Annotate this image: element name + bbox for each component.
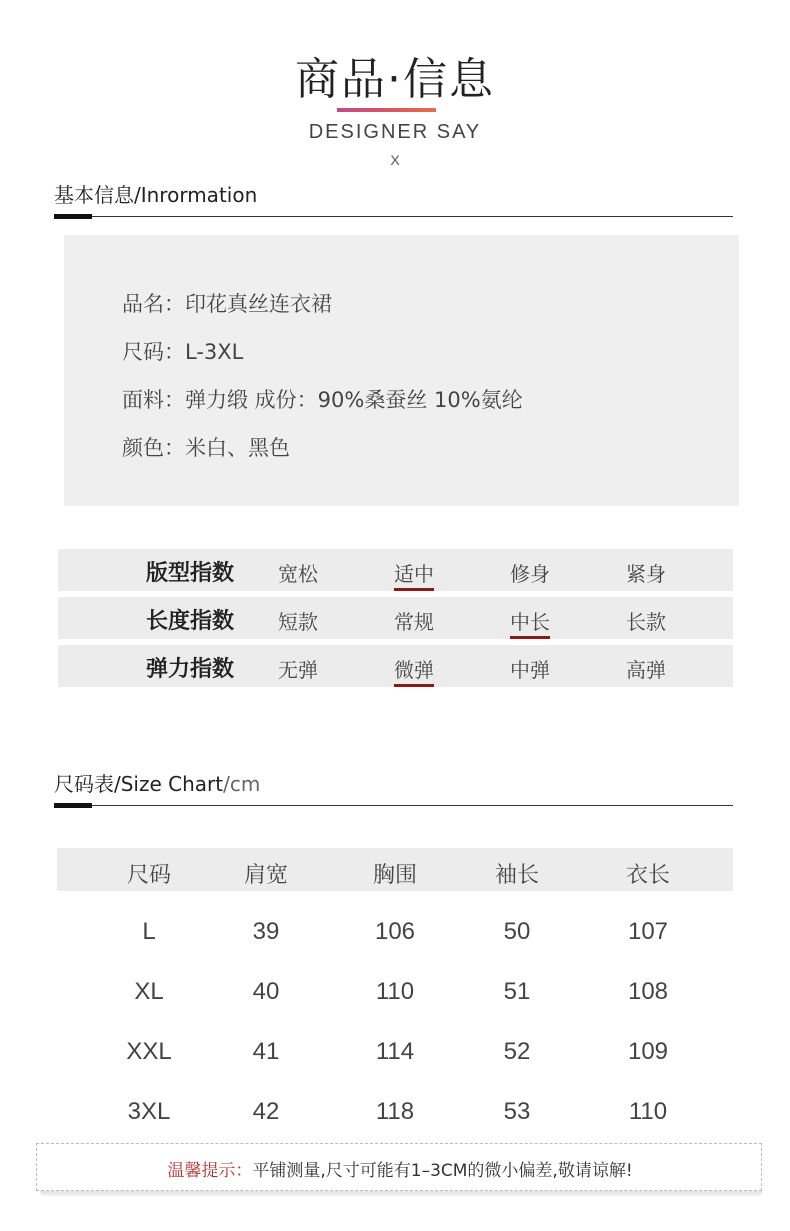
table-cell: 41 — [252, 1038, 280, 1065]
table-cell: 50 — [503, 918, 531, 945]
fit-index-label: 版型指数 — [146, 561, 235, 586]
length-index-label: 长度指数 — [146, 609, 235, 634]
fit-option-tight: 紧身 — [626, 562, 666, 586]
table-cell: 3XL — [127, 1098, 171, 1125]
header-sleeve: 袖长 — [494, 863, 539, 888]
table-cell: 106 — [374, 918, 416, 945]
notice-box — [36, 1143, 762, 1191]
info-line-size: 尺码：L-3XL — [122, 340, 244, 364]
fit-index-row — [58, 549, 733, 591]
table-cell: 118 — [375, 1098, 415, 1125]
table-cell: 107 — [627, 918, 669, 945]
table-cell: 53 — [503, 1098, 531, 1125]
size-chart-rule — [54, 805, 733, 806]
header-size: 尺码 — [126, 863, 171, 888]
length-option-midi-selected: 中长 — [510, 606, 550, 639]
header-shoulder: 肩宽 — [243, 863, 288, 888]
page-title: 商品·信息 — [295, 54, 495, 105]
table-cell: 109 — [627, 1038, 669, 1065]
notice-message: 平铺测量,尺寸可能有1–3CM的微小偏差,敬请谅解! — [252, 1161, 633, 1181]
info-line-name: 品名：印花真丝连衣裙 — [122, 292, 332, 316]
length-option-regular: 常规 — [394, 610, 434, 634]
stretch-option-high: 高弹 — [626, 658, 666, 682]
basic-info-panel — [64, 235, 739, 506]
table-cell: 42 — [252, 1098, 280, 1125]
fit-option-loose: 宽松 — [278, 562, 318, 586]
table-cell: 40 — [252, 978, 280, 1005]
size-chart-title: 尺码表/Size Chart — [54, 772, 224, 796]
stretch-index-label: 弹力指数 — [146, 657, 235, 682]
table-cell: 51 — [503, 978, 531, 1005]
stretch-option-medium: 中弹 — [510, 658, 550, 682]
subtitle-mark: X — [390, 152, 400, 168]
table-cell: 52 — [503, 1038, 531, 1065]
header-length: 衣长 — [625, 863, 670, 888]
length-option-long: 长款 — [626, 610, 666, 634]
table-cell: XXL — [126, 1038, 172, 1065]
fit-option-slim: 修身 — [510, 562, 550, 586]
notice-text-line — [37, 1156, 763, 1181]
size-chart-heading — [54, 768, 260, 797]
table-cell: 110 — [628, 1098, 668, 1125]
notice-label: 温馨提示： — [167, 1161, 253, 1181]
length-index-row — [58, 597, 733, 639]
table-cell: 114 — [375, 1038, 415, 1065]
table-cell: 39 — [252, 918, 280, 945]
size-chart-rule-accent — [54, 803, 92, 808]
size-chart-unit: /cm — [223, 772, 261, 796]
basic-info-rule — [54, 216, 733, 217]
stretch-option-slight-selected: 微弹 — [394, 654, 434, 687]
table-cell: XL — [134, 978, 164, 1005]
table-cell: 110 — [375, 978, 415, 1005]
basic-info-heading: 基本信息/Inrormation — [54, 183, 258, 207]
info-line-fabric: 面料：弹力缎 成份：90%桑蚕丝 10%氨纶 — [122, 388, 523, 412]
title-accent-bar — [337, 108, 436, 112]
fit-option-regular-selected: 适中 — [394, 558, 434, 591]
stretch-index-row — [58, 645, 733, 687]
table-cell: L — [142, 918, 156, 945]
header-chest: 胸围 — [372, 863, 417, 888]
stretch-option-none: 无弹 — [278, 658, 318, 682]
length-option-short: 短款 — [278, 610, 318, 634]
info-line-color: 颜色：米白、黑色 — [122, 436, 290, 460]
basic-info-rule-accent — [54, 214, 92, 219]
table-cell: 108 — [627, 978, 669, 1005]
page-subtitle: DESIGNER SAY — [308, 121, 482, 143]
